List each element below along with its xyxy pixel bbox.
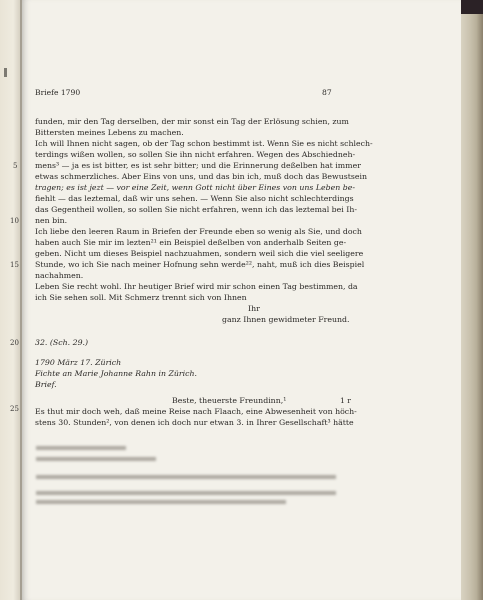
letter-type: Brief. [35,380,57,389]
body-line-13: geben. Nicht um dieses Beispiel nachzuahmen, sondern weil sich die viel seeligere [35,249,364,258]
letter-date-place: 1790 März 17. Zürich [35,358,122,367]
line-number-25: 25 [10,405,19,413]
letter-line-2: stens 30. Stunden², von denen ich doch nur etwan 3. in Ihrer Gesellschaft³ hätte [35,418,354,427]
body-line-16: Leben Sie recht wohl. Ihr heutiger Brief wird mir schon einen Tag bestimmen, da [35,282,358,291]
blurred-footnote [36,475,336,479]
body-line-1: funden, mir den Tag derselben, der mir sonst ein Tag der Erlösung schien, zum [35,117,349,126]
book-page [10,0,461,600]
body-line-17: ich Sie sehen soll. Mit Schmerz trennt sich von Ihnen [35,293,247,302]
margin-reference: 1 r [340,396,351,405]
letter-addressee: Fichte an Marie Johanne Rahn in Zürich. [35,369,197,378]
body-line-3: Ich will Ihnen nicht sagen, ob der Tag schon bestimmt ist. Wenn Sie es nicht schlech- [35,139,373,148]
body-line-7: tragen; es ist jezt — vor eine Zeit, wenn Gott nicht über Eines von uns Leben be- [35,183,355,192]
line-number-20: 20 [10,339,19,347]
body-line-8: fiehlt — das leztemal, daß wir uns sehen. — Wenn Sie also nicht schlechterdings [35,194,354,203]
letter-line-1: Es thut mir doch weh, daß meine Reise nach Flaach, eine Abwesenheit von höch- [35,407,357,416]
letter-number: 32. (Sch. 29.) [35,338,89,347]
running-header-left: Briefe 1790 [35,88,81,97]
book-cover-corner [461,0,483,14]
blurred-footnote [36,457,156,461]
letter-salutation: Beste, theuerste Freundinn,¹ [172,396,287,405]
blurred-footnote [36,446,126,450]
body-line-14: Stunde, wo ich Sie nach meiner Hofnung sehn werde²², naht, muß ich dies Beispiel [35,260,365,269]
left-page-edge [0,0,22,600]
blurred-footnote [36,500,286,504]
page-number: 87 [322,88,332,97]
body-line-4: terdings wißen wollen, so sollen Sie ihn nicht erfahren. Wegen des Abschiedneh- [35,150,356,159]
body-line-12: haben auch Sie mir im lezten²¹ ein Beispiel deßelben von anderhalb Seiten ge- [35,238,347,247]
body-line-11: Ich liebe den leeren Raum in Briefen der Freunde eben so wenig als Sie, und doch [35,227,362,236]
body-line-10: nen bin. [35,216,68,225]
line-number-5: 5 [13,162,18,170]
closing-ihr: Ihr [248,304,260,313]
right-page-edges [461,0,483,600]
closing-signature: ganz Ihnen gewidmeter Freund. [222,315,350,324]
body-line-2: Bittersten meines Lebens zu machen. [35,128,184,137]
body-line-9: das Gegentheil wollen, so sollen Sie nicht erfahren, wenn ich das leztemal bei Ih- [35,205,357,214]
body-line-5: mens³ — ja es ist bitter, es ist sehr bitter; und die Erinnerung deßelben hat immer [35,161,361,170]
left-page-mark [4,68,7,77]
body-line-15: nachahmen. [35,271,84,280]
line-number-10: 10 [10,217,19,225]
blurred-footnote [36,491,336,495]
line-number-15: 15 [10,261,19,269]
body-line-6: etwas schmerzliches. Aber Eins von uns, und das bin ich, muß doch das Bewustsein [35,172,367,181]
